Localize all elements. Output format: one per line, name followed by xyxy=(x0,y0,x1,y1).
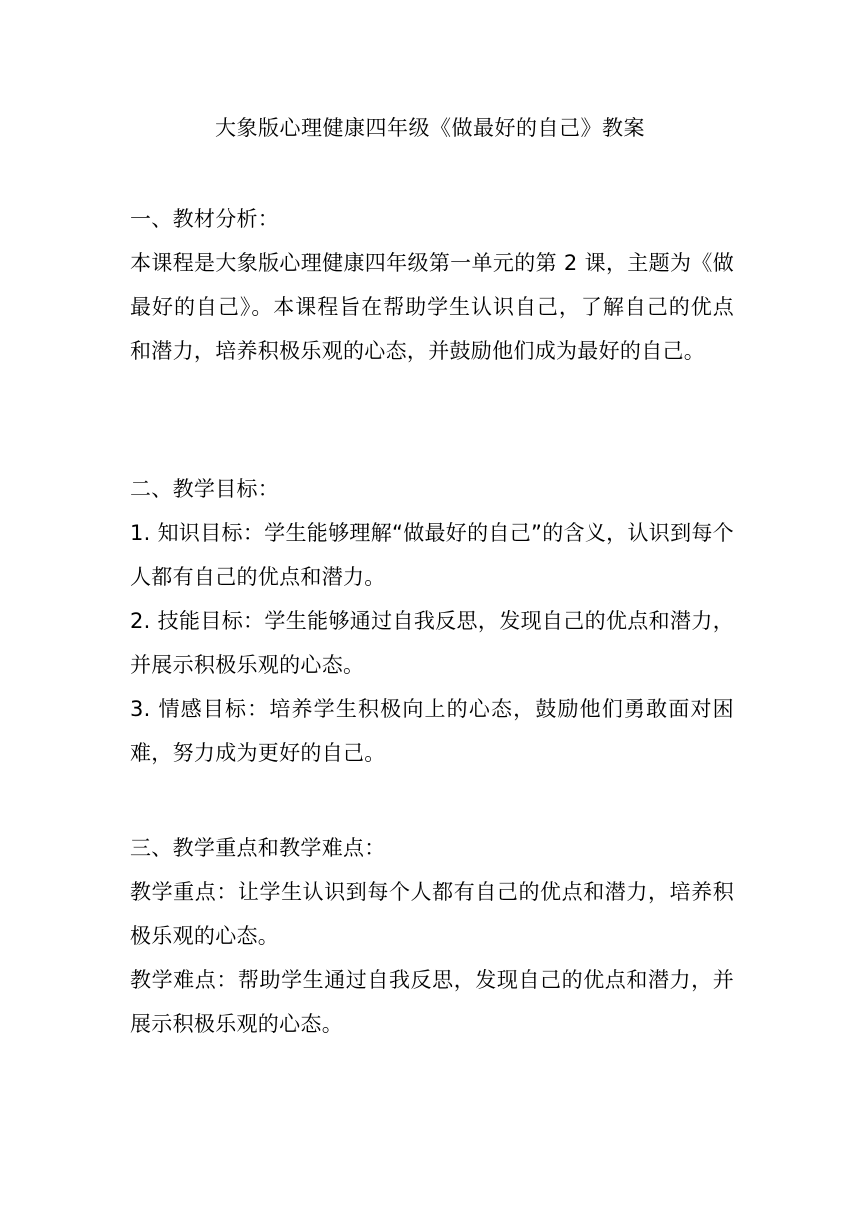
section-3-paragraph-2: 教学难点：帮助学生通过自我反思，发现自己的优点和潜力，并展示积极乐观的心态。 xyxy=(130,968,734,1036)
section-1-heading: 一、教材分析： xyxy=(130,207,280,231)
section-2 xyxy=(130,467,734,775)
section-1 xyxy=(130,197,734,373)
section-2-paragraph-3: 3. 情感目标：培养学生积极向上的心态，鼓励他们勇敢面对困难，努力成为更好的自己。 xyxy=(130,697,734,765)
document-title: 大象版心理健康四年级《做最好的自己》教案 xyxy=(215,116,645,140)
section-2-heading: 二、教学目标： xyxy=(130,477,280,501)
section-1-paragraph-1: 本课程是大象版心理健康四年级第一单元的第 2 课，主题为《做最好的自己》。本课程旨在帮助学生认识自己，了解自己的优点和潜力，培养积极乐观的心态，并鼓励他们成为最好的自己。 xyxy=(130,251,734,363)
section-3-paragraph-1: 教学重点：让学生认识到每个人都有自己的优点和潜力，培养积极乐观的心态。 xyxy=(130,880,734,948)
section-2-paragraph-2: 2. 技能目标：学生能够通过自我反思，发现自己的优点和潜力，并展示积极乐观的心态。 xyxy=(130,609,734,677)
section-3-heading: 三、教学重点和教学难点： xyxy=(130,836,386,860)
section-2-paragraph-1: 1. 知识目标：学生能够理解“做最好的自己”的含义，认识到每个人都有自己的优点和潜力。 xyxy=(130,521,734,589)
section-3 xyxy=(130,826,734,1046)
